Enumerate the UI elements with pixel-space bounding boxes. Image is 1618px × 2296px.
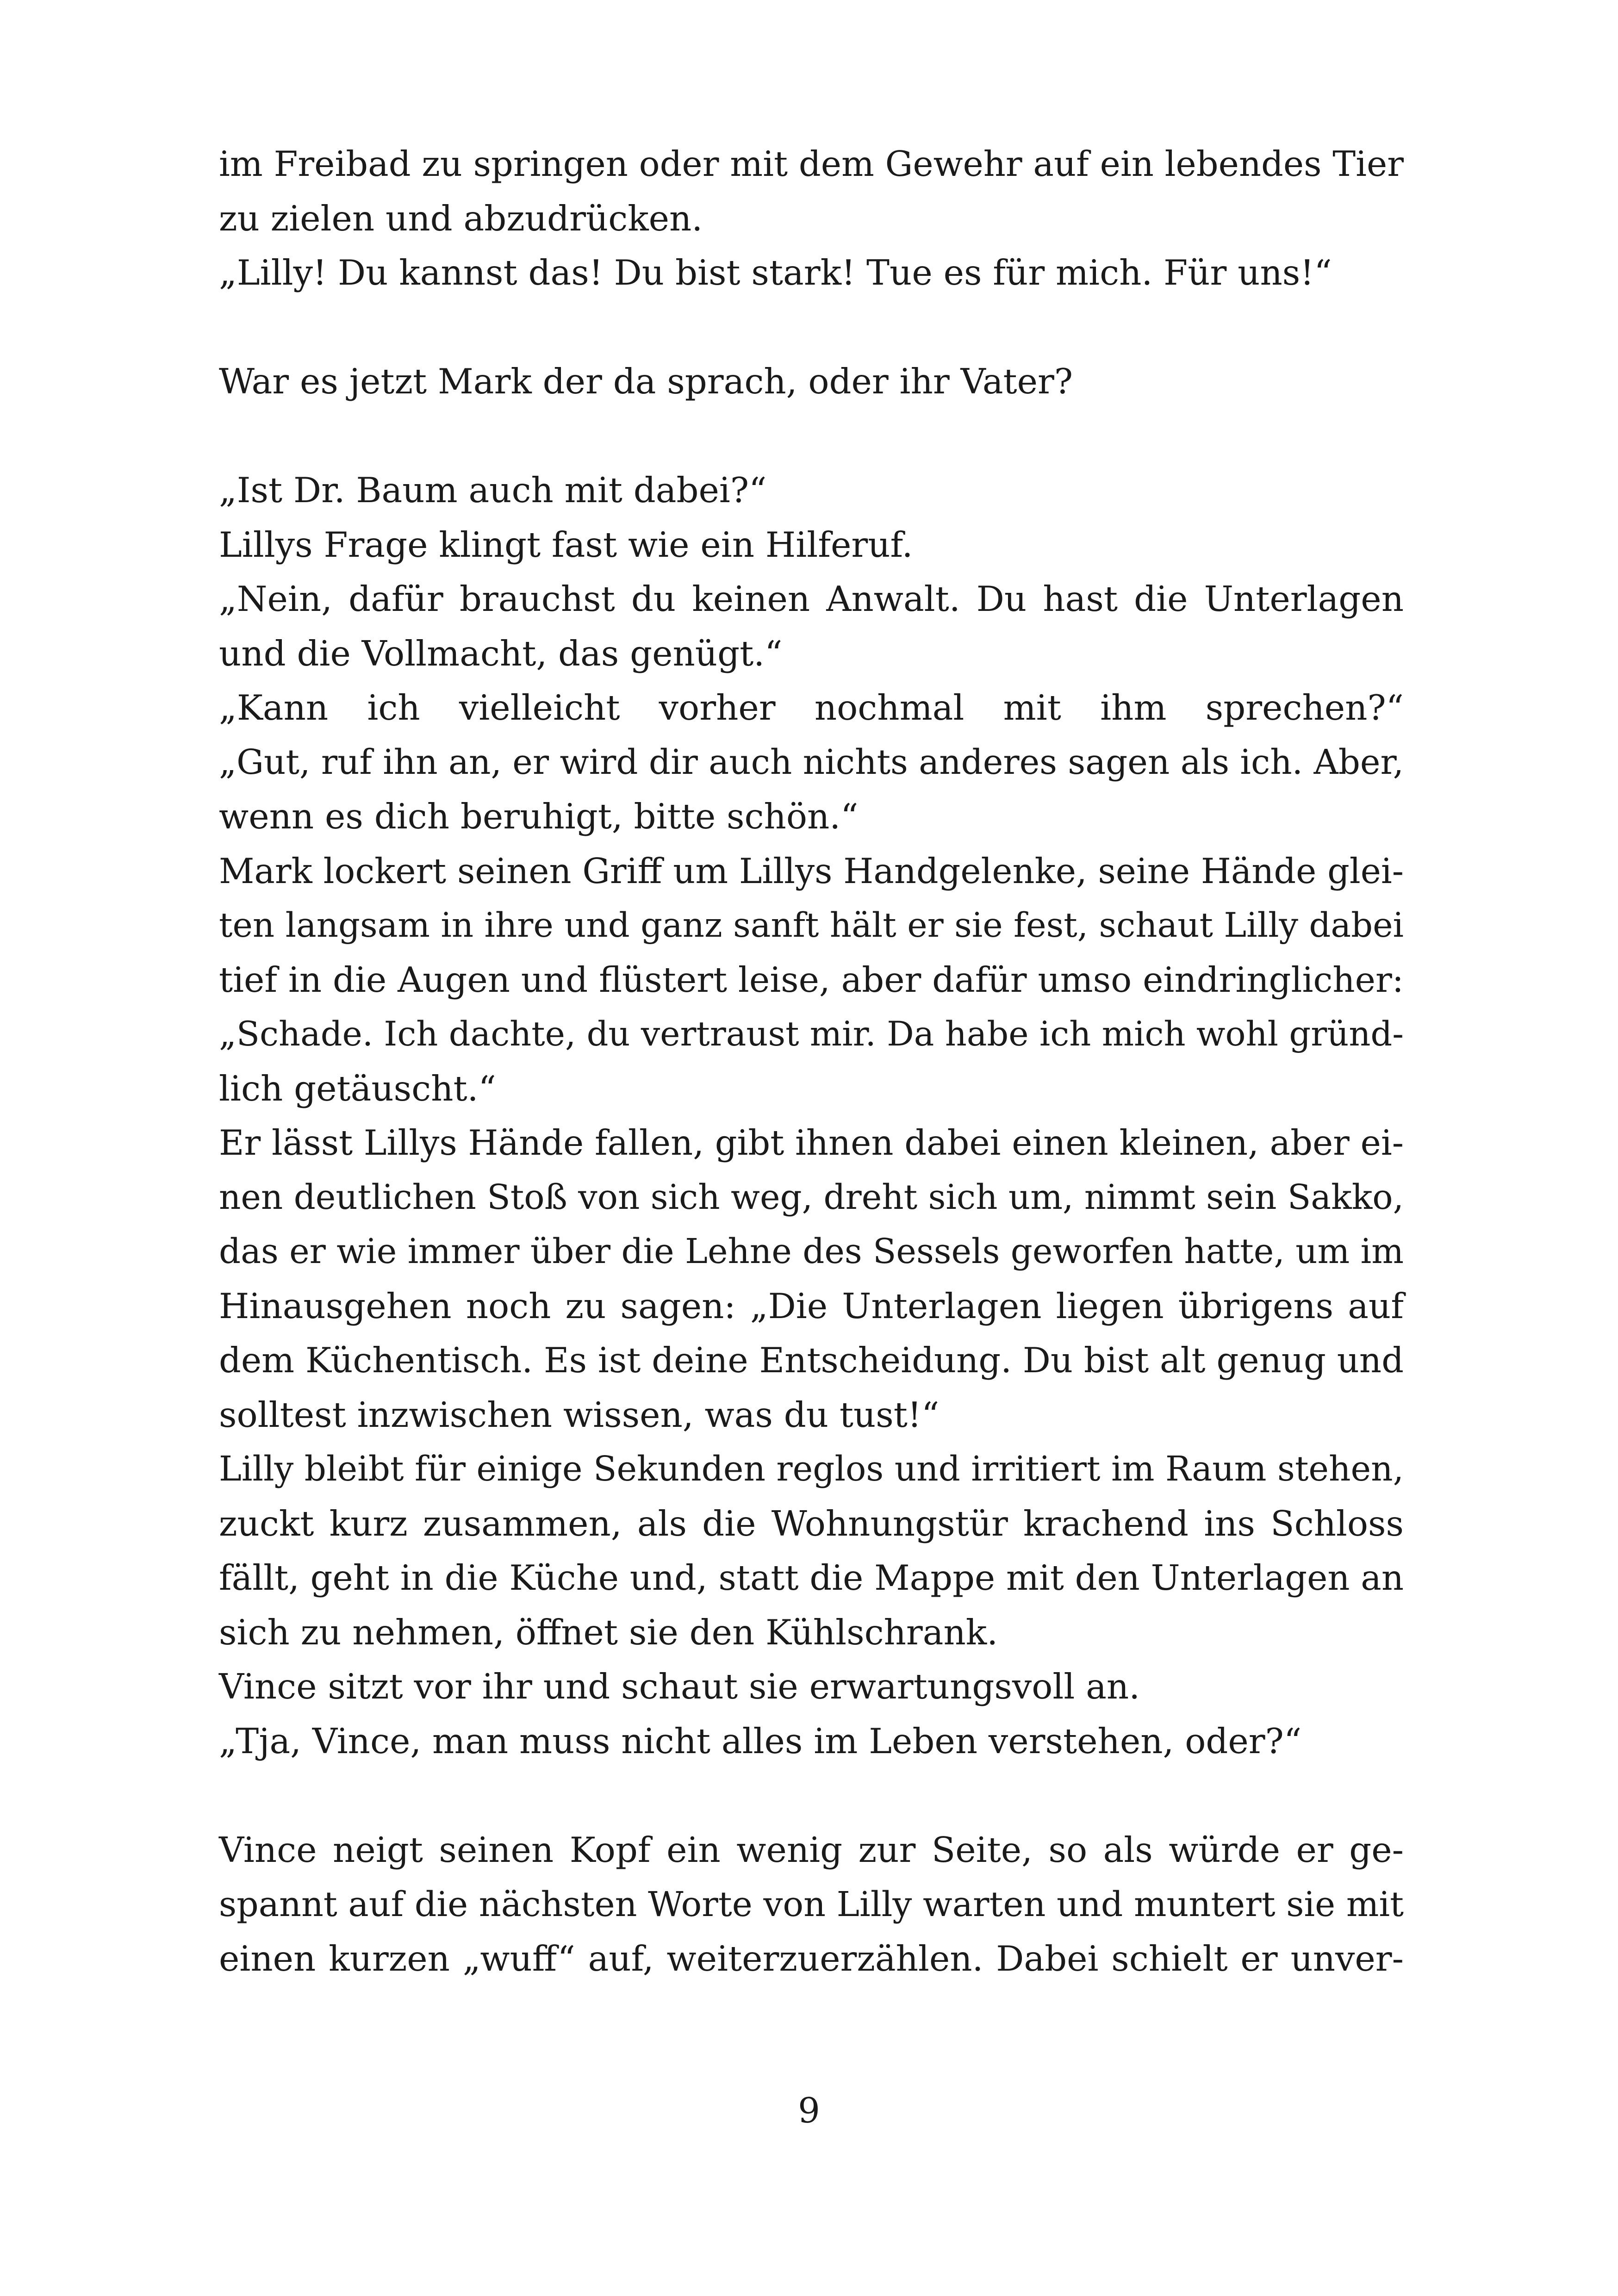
blank-line bbox=[219, 1768, 1404, 1823]
text-line: solltest inzwischen wissen, was du tust!“ bbox=[219, 1394, 940, 1435]
text-line: tief in die Augen und flüstert leise, aber dafür umso eindringlicher: bbox=[219, 959, 1404, 1000]
text-line: Vince neigt seinen Kopf ein wenig zur Seite, so als würde er ge- bbox=[219, 1829, 1404, 1870]
text-line: einen kurzen „wuff“ auf, weiterzuerzählen. Dabei schielt er unver- bbox=[219, 1938, 1404, 1979]
text-line: „Lilly! Du kannst das! Du bist stark! Tue es für mich. Für uns!“ bbox=[219, 252, 1332, 293]
text-line: zuckt kurz zusammen, als die Wohnungstür krachend ins Schloss bbox=[219, 1503, 1404, 1544]
text-line: wenn es dich beruhigt, bitte schön.“ bbox=[219, 796, 859, 837]
blank-line bbox=[219, 300, 1404, 355]
text-line: „Schade. Ich dachte, du vertraust mir. Da habe ich mich wohl gründ- bbox=[219, 1014, 1404, 1054]
text-line: ten langsam in ihre und ganz sanft hält er sie fest, schaut Lilly dabei bbox=[219, 906, 1404, 945]
text-line: das er wie immer über die Lehne des Sessels geworfen hatte, um im bbox=[219, 1232, 1404, 1271]
text-line: spannt auf die nächsten Worte von Lilly warten und muntert sie mit bbox=[219, 1884, 1404, 1924]
blank-line bbox=[219, 409, 1404, 464]
text-line: zu zielen und abzudrücken. bbox=[219, 198, 703, 239]
text-line: lich getäuscht.“ bbox=[219, 1068, 496, 1109]
text-line: dem Küchentisch. Es ist deine Entscheidung. Du bist alt genug und bbox=[219, 1340, 1404, 1381]
text-line: „Gut, ruf ihn an, er wird dir auch nichts anderes sagen als ich. Aber, bbox=[219, 742, 1404, 782]
text-line: Hinausgehen noch zu sagen: „Die Unterlagen liegen übrigens auf bbox=[219, 1285, 1404, 1326]
text-line: Vince sitzt vor ihr und schaut sie erwartungsvoll an. bbox=[219, 1666, 1140, 1707]
text-line: im Freibad zu springen oder mit dem Gewehr auf ein lebendes Tier bbox=[219, 144, 1404, 184]
page-number: 9 bbox=[798, 2090, 820, 2131]
body-text bbox=[219, 137, 1404, 1986]
text-line: „Tja, Vince, man muss nicht alles im Leben verstehen, oder?“ bbox=[219, 1720, 1302, 1761]
text-line: Lilly bleibt für einige Sekunden reglos und irritiert im Raum stehen, bbox=[219, 1450, 1404, 1489]
text-line: sich zu nehmen, öffnet sie den Kühlschrank. bbox=[219, 1612, 998, 1653]
text-line: „Nein, dafür brauchst du keinen Anwalt. Du hast die Unterlagen bbox=[219, 579, 1404, 619]
text-line: nen deutlichen Stoß von sich weg, dreht sich um, nimmt sein Sakko, bbox=[219, 1177, 1404, 1217]
text-line: Lillys Frage klingt fast wie ein Hilferuf. bbox=[219, 524, 913, 565]
text-line: War es jetzt Mark der da sprach, oder ihr Vater? bbox=[219, 361, 1073, 402]
text-line: „Ist Dr. Baum auch mit dabei?“ bbox=[219, 470, 767, 510]
text-line: fällt, geht in die Küche und, statt die Mappe mit den Unterlagen an bbox=[219, 1558, 1404, 1598]
text-line: Er lässt Lillys Hände fallen, gibt ihnen dabei einen kleinen, aber ei- bbox=[219, 1123, 1404, 1163]
text-line: Mark lockert seinen Griff um Lillys Handgelenke, seine Hände glei- bbox=[219, 851, 1404, 891]
text-line: und die Vollmacht, das genügt.“ bbox=[219, 633, 783, 674]
text-line: „Kann ich vielleicht vorher nochmal mit ihm sprechen?“ bbox=[219, 687, 1404, 728]
